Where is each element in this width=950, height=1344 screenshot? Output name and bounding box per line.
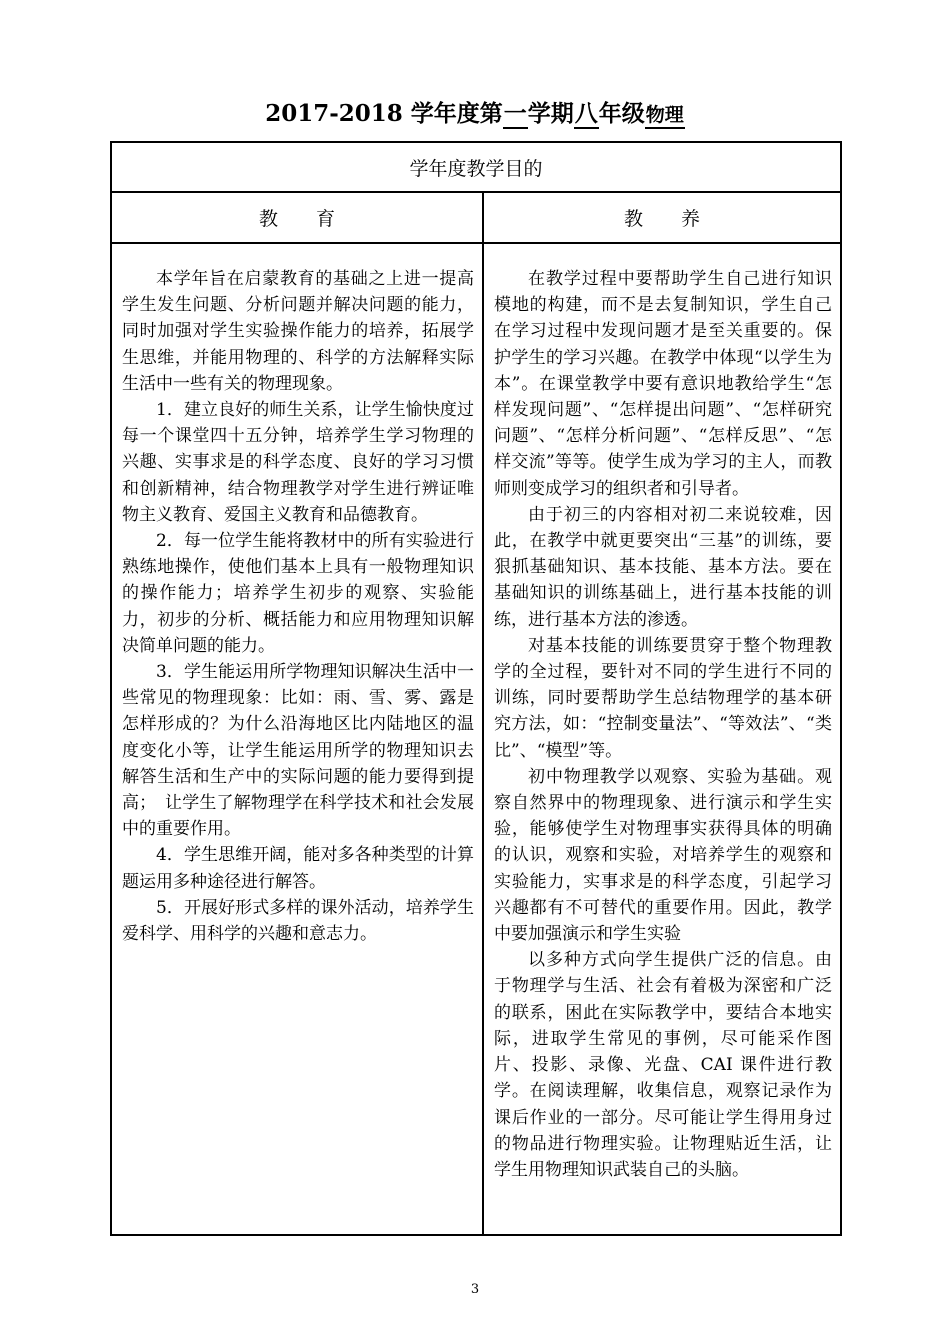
- teaching-goals-table: [110, 141, 842, 1236]
- education-paragraph: 5．开展好形式多样的课外活动，培养学生爱科学、用科学的兴趣和意志力。: [122, 897, 474, 945]
- education-paragraph: 1．建立良好的师生关系，让学生愉快度过每一个课堂四十五分钟，培养学生学习物理的兴趣、实事求是的科学态度、良好的学习习惯和创新精神，结合物理教学对学生进行辨证唯物主义教育、爱国主义教育和品德教育。: [122, 400, 474, 525]
- education-text: [112, 244, 482, 947]
- grade-blank: 八: [574, 101, 599, 129]
- education-paragraph: 2．每一位学生能将教材中的所有实验进行熟练地操作，使他们基本上具有一般物理知识的操作能力；培养学生初步的观察、实验能力，初步的分析、概括能力和应用物理知识解决简单问题的能力。: [122, 531, 474, 656]
- title-middle: 学期: [527, 100, 574, 127]
- document-title: [0, 95, 950, 129]
- page-number: 3: [470, 1282, 480, 1297]
- column-header-cultivation: 教 养: [483, 192, 841, 243]
- column-header-education: 教 育: [111, 192, 483, 243]
- cultivation-text: [484, 244, 840, 1183]
- title-suffix: 年级: [598, 100, 645, 127]
- cultivation-paragraph: 对基本技能的训练要贯穿于整个物理教学的全过程，要针对不同的学生进行不同的训练，同时要帮助学生总结物理学的基本研究方法，如：“控制变量法”、“等效法”、“类比”、“模型”等。: [494, 635, 833, 761]
- title-prefix: 2017-2018 学年度第: [265, 100, 503, 127]
- subject-blank: 物理: [645, 105, 685, 129]
- cultivation-paragraph: 由于初三的内容相对初二来说较难，因此，在教学中就更要突出“三基”的训练，要狠抓基础知识、基本技能、基本方法。要在基础知识的训练基础上，进行基本技能的训练，进行基本方法的渗透。: [494, 504, 833, 630]
- education-cell: [111, 243, 483, 1235]
- education-paragraph: 4．学生思维开阔，能对多各种类型的计算题运用多种途径进行解答。: [122, 845, 474, 892]
- education-paragraph: 本学年旨在启蒙教育的基础之上进一提高学生发生问题、分析问题并解决问题的能力，同时加强对学生实验操作能力的培养，拓展学生思维，并能用物理的、科学的方法解释实际生活中一些有关的物理现象。: [122, 269, 474, 394]
- education-paragraph: 3．学生能运用所学物理知识解决生活中一些常见的物理现象：比如：雨、雪、雾、露是怎样形成的？为什么沿海地区比内陆地区的温度变化小等，让学生能运用所学的物理知识去解答生活和生产中的实际问题的能力要得到提高； 让学生了解物理学在科学技术和社会发展中的重要作用。: [122, 662, 474, 840]
- cultivation-cell: [483, 243, 841, 1235]
- semester-blank: 一: [503, 101, 528, 129]
- cultivation-paragraph: 在教学过程中要帮助学生自己进行知识模地的构建，而不是去复制知识，学生自己在学习过程中发现问题才是至关重要的。保护学生的学习兴趣。在教学中体现“以学生为本”。在课堂教学中要有意识地教给学生“怎样发现问题”、“怎样提出问题”、“怎样研究问题”、“怎样分析问题”、“怎样反思”、“怎样交流”等等。使学生成为学习的主人，而教师则变成学习的组织者和引导者。: [494, 269, 833, 499]
- cultivation-paragraph: 初中物理教学以观察、实验为基础。观察自然界中的物理现象、进行演示和学生实验，能够使学生对物理事实获得具体的明确的认识，观察和实验，对培养学生的观察和实验能力，实事求是的科学态度，引起学习兴趣都有不可替代的重要作用。因此，教学中要加强演示和学生实验: [494, 766, 833, 945]
- table-header: 学年度教学目的: [111, 142, 841, 192]
- cultivation-paragraph: 以多种方式向学生提供广泛的信息。由于物理学与生活、社会有着极为深密和广泛的联系，困此在实际教学中，要结合本地实际，进取学生常见的事例，尽可能采作图片、投影、录像、光盘、CAI 课件进行教学。在阅读理解，收集信息，观察记录作为课后作业的一部分。尽可能让学生得用身过的物品进行物理实验。让物理贴近生活，让学生用物理知识武装自己的头脑。: [494, 950, 833, 1180]
